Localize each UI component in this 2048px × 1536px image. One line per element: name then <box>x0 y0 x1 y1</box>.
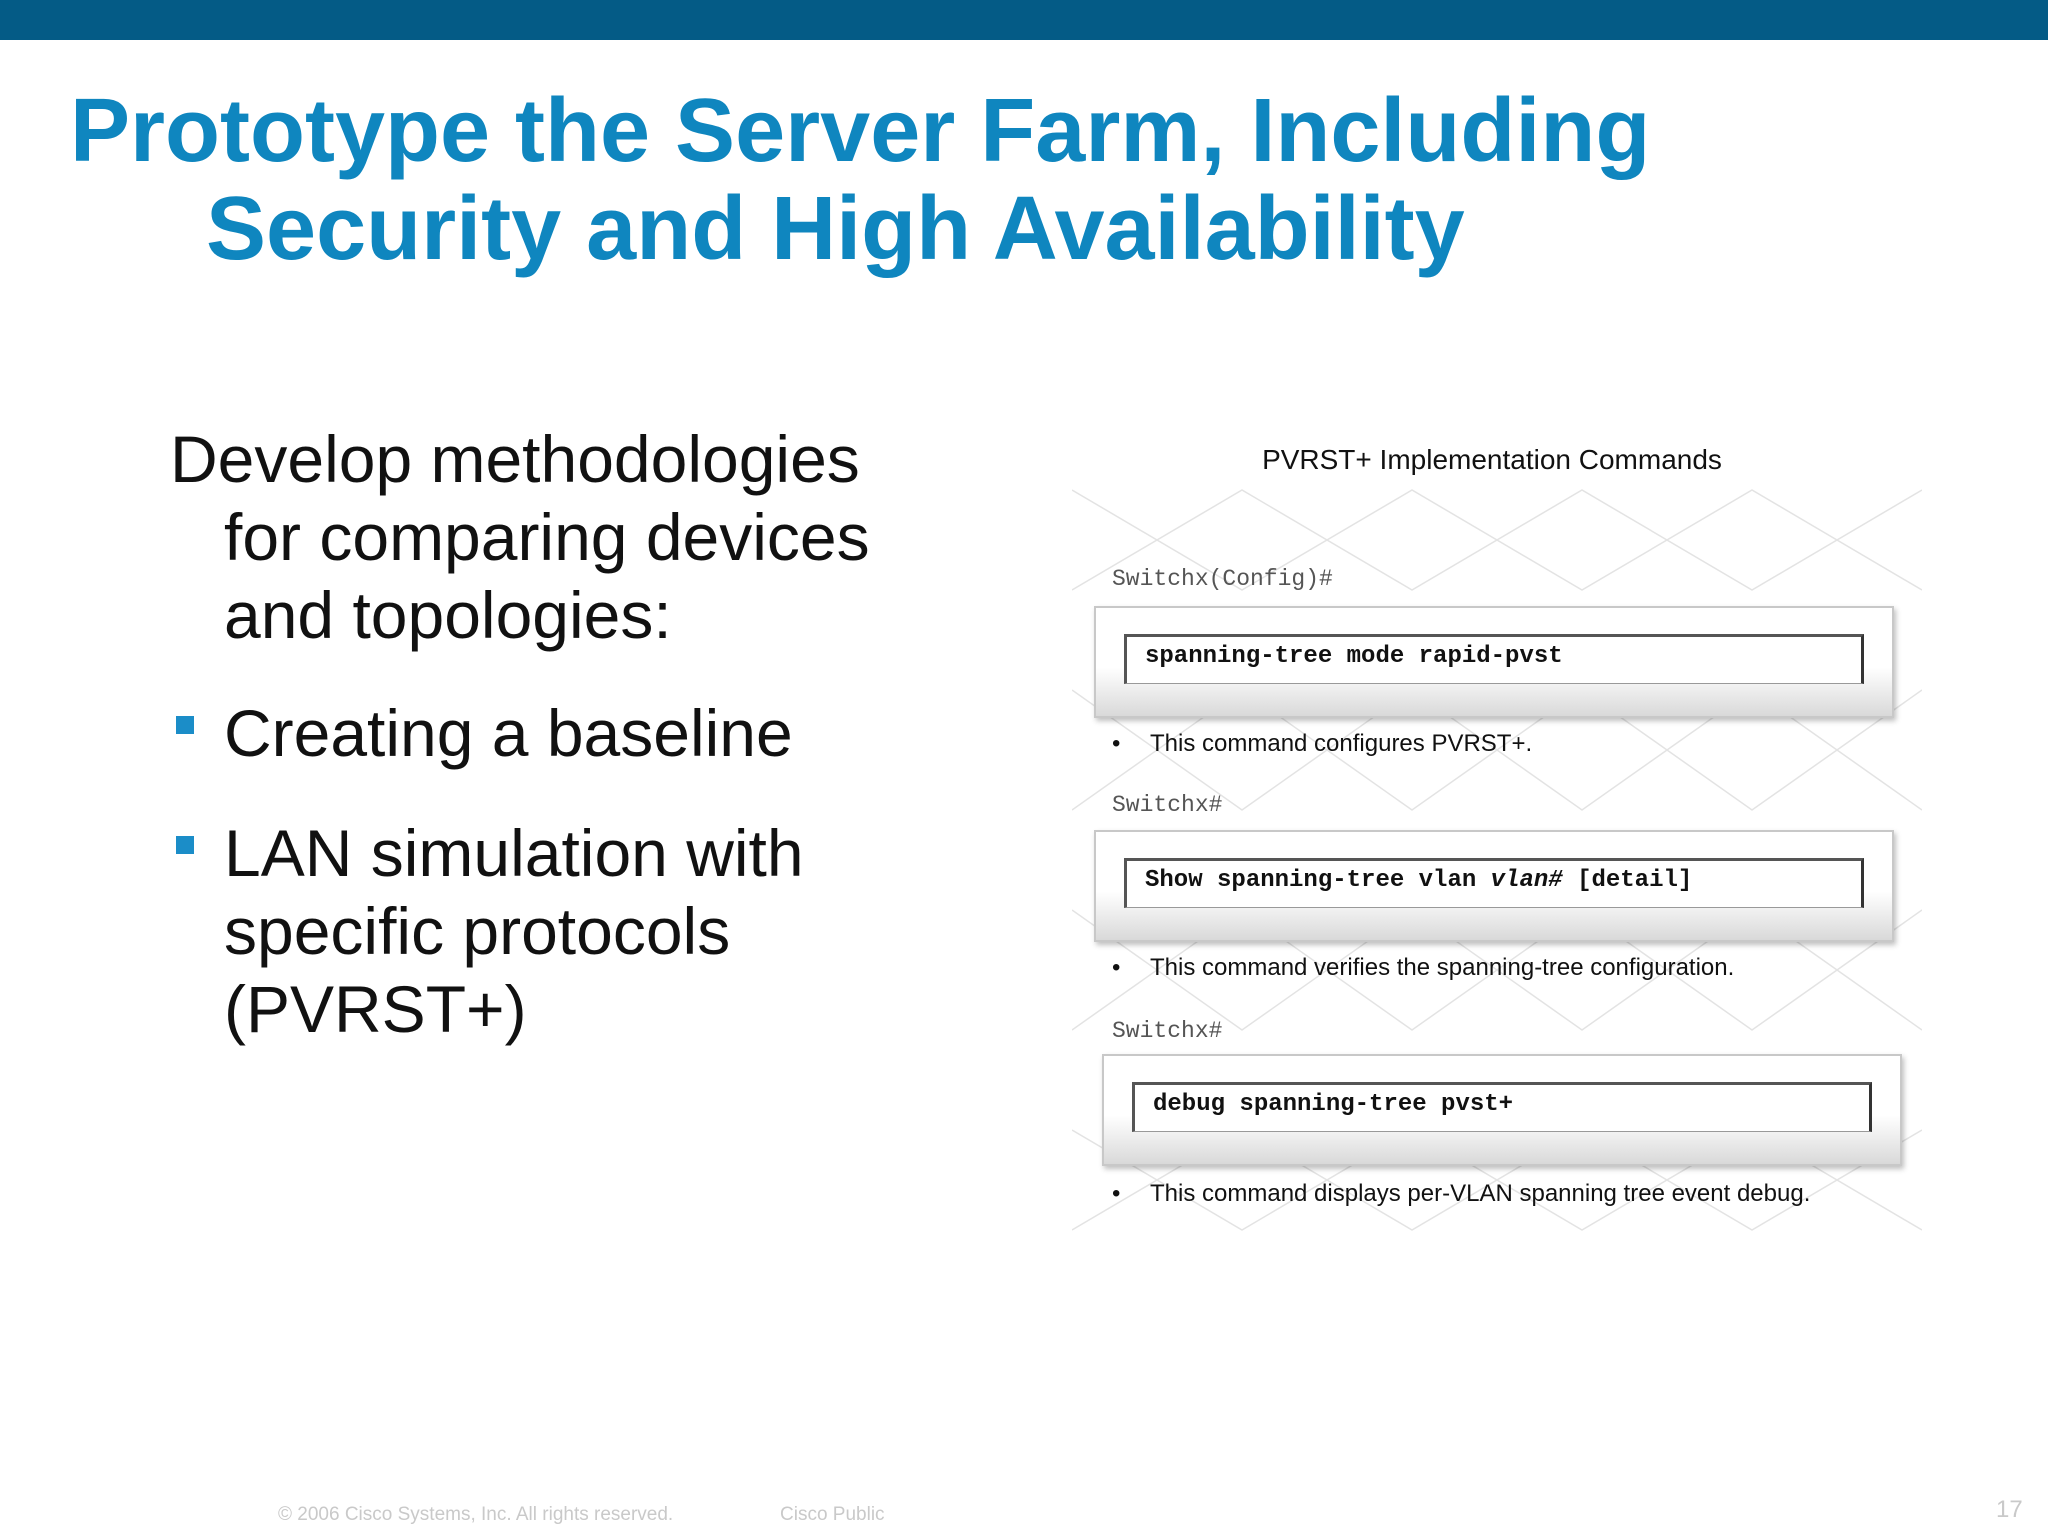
description-text: This command verifies the spanning-tree configuration. <box>1150 954 1735 981</box>
bullet-text-line-1: LAN simulation with <box>224 816 804 890</box>
square-bullet-icon <box>176 836 194 854</box>
top-banner-bar <box>0 0 2048 40</box>
command-argument: vlan# <box>1490 867 1563 894</box>
bullet-text-line-2: specific protocols <box>224 894 731 968</box>
footer-copyright: © 2006 Cisco Systems, Inc. All rights reserved. <box>278 1504 674 1525</box>
command-description-3 <box>1112 1180 1810 1208</box>
intro-line-3: and topologies: <box>224 578 672 652</box>
bullet-dot: • <box>1112 1180 1121 1207</box>
bullet-text-line-3: (PVRST+) <box>224 972 527 1046</box>
cli-prompt-config: Switchx(Config)# <box>1112 566 1333 592</box>
bullet-item-baseline <box>170 694 930 772</box>
intro-line-1: Develop methodologies <box>170 422 860 496</box>
bullet-text: Creating a baseline <box>224 696 793 770</box>
command-text: spanning-tree mode rapid-pvst <box>1145 643 1563 670</box>
slide-title-line-2: Security and High Availability <box>206 179 1465 279</box>
command-box-spanning-tree-mode <box>1124 634 1864 684</box>
command-box-debug-spanning-tree <box>1132 1082 1872 1132</box>
command-panel-2 <box>1094 830 1894 942</box>
bullet-item-lan-simulation <box>170 814 930 1048</box>
slide-title-line-1: Prototype the Server Farm, Including <box>70 81 1651 181</box>
footer-classification: Cisco Public <box>780 1504 885 1525</box>
cli-prompt-exec: Switchx# <box>1112 1018 1223 1044</box>
command-panel-1 <box>1094 606 1894 718</box>
description-text: This command displays per-VLAN spanning tree event debug. <box>1150 1180 1811 1207</box>
command-option: [detail] <box>1562 867 1693 894</box>
cli-prompt-exec: Switchx# <box>1112 792 1223 818</box>
bullet-dot: • <box>1112 730 1121 757</box>
intro-paragraph <box>170 420 930 654</box>
slide-title <box>70 82 1770 278</box>
command-panel-3 <box>1102 1054 1902 1166</box>
pvrst-commands-figure <box>1072 430 1922 1220</box>
command-box-show-spanning-tree <box>1124 858 1864 908</box>
bullet-list <box>170 694 930 1048</box>
figure-title: PVRST+ Implementation Commands <box>1262 444 1722 475</box>
left-text-column <box>170 420 930 1090</box>
square-bullet-icon <box>176 716 194 734</box>
command-text: debug spanning-tree pvst+ <box>1153 1091 1514 1118</box>
command-description-2 <box>1112 954 1734 982</box>
bullet-dot: • <box>1112 954 1121 981</box>
command-text: Show spanning-tree vlan <box>1145 867 1491 894</box>
command-description-1 <box>1112 730 1532 758</box>
page-number: 17 <box>1996 1496 2023 1523</box>
intro-line-2: for comparing devices <box>224 500 870 574</box>
description-text: This command configures PVRST+. <box>1150 730 1533 757</box>
